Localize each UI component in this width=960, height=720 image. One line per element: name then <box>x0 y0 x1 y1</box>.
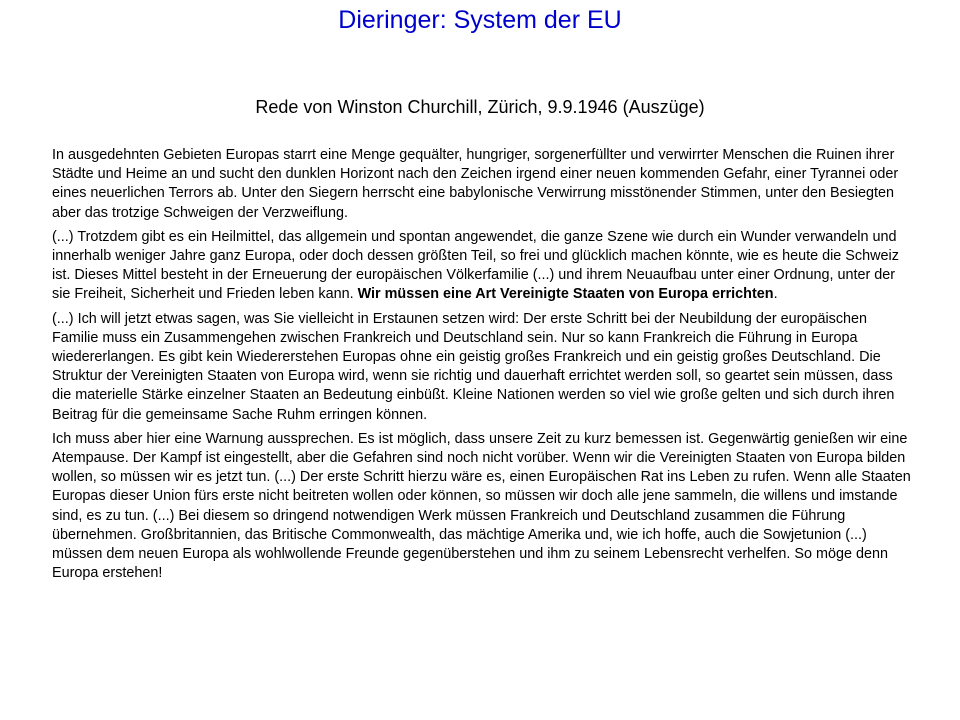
paragraph-3: (...) Ich will jetzt etwas sagen, was Sie vielleicht in Erstaunen setzen wird: Der erste Schritt bei der Neubildung der europäischen Familie muss ein Zusammengehen zwischen Frankreich und Deutschland sein. Nur so kann Frankreich die Führung in Europa wiedererlangen. Es gibt kein Wiedererstehen Europas ohne ein geistig großes Frankreich und ein geistig großes Deutschland. Die Struktur der Vereinigten Staaten von Europa wird, wenn sie richtig und dauerhaft errichtet werden soll, so geartet sein müssen, dass die materielle Stärke einzelner Staaten an Bedeutung einbüßt. Kleine Nationen werden so viel wie große gelten und sich durch ihren Beitrag für die gemeinsame Sache Ruhm erringen können. <box>52 310 895 423</box>
speech-subtitle: Rede von Winston Churchill, Zürich, 9.9.1946 (Auszüge) <box>255 97 705 117</box>
paragraph-2-text: (...) Trotzdem gibt es ein Heilmittel, das allgemein und spontan angewendet, die ganze Szene wie durch ein Wunder verwandeln und innerhalb weniger Jahre ganz Europa, oder doch dessen größten Teil, so frei und glücklich machen könnte, wie es heute die Schweiz ist. Dieses Mittel besteht in der Erneuerung der europäischen Völkerfamilie (...) und ihrem Neuaufbau unter einer Ordnung, unter der sie Freiheit, Sicherheit und Frieden leben kann. <box>52 228 899 303</box>
paragraph-4: Ich muss aber hier eine Warnung aussprechen. Es ist möglich, dass unsere Zeit zu kurz bemessen ist. Gegenwärtig genießen wir eine Atempause. Der Kampf ist eingestellt, aber die Gefahren sind noch nicht vorüber. Wenn wir die Vereinigten Staaten von Europa bilden wollen, so müssen wir es jetzt tun. (...) Der erste Schritt hierzu wäre es, einen Europäischen Rat ins Leben zu rufen. Wenn alle Staaten Europas dieser Union fürs erste nicht beitreten wollen oder können, so müssen wir doch alle jene sammeln, die willens und imstande sind, es zu tun. (...) Bei diesem so dringend notwendigen Werk müssen Frankreich und Deutschland zusammen die Führung übernehmen. Großbritannien, das Britische Commonwealth, das mächtige Amerika und, wie ich hoffe, auch die Sowjetunion (...) müssen dem neuen Europa als wohlwollende Freunde gegenüberstehen und ihm zu seinem Lebensrecht verhelfen. So möge denn Europa erstehen! <box>52 430 911 582</box>
speech-excerpt <box>52 146 912 588</box>
paragraph-2-end: . <box>773 286 778 303</box>
slide-title: Dieringer: System der EU <box>338 6 622 34</box>
paragraph-1: In ausgedehnten Gebieten Europas starrt eine Menge gequälter, hungriger, sorgenerfüllter und verwirrter Menschen die Ruinen ihrer Städte und Heime an und sucht den dunklen Horizont nach den Zeichen irgend einer neuen kommenden Gefahr, einer Tyrannei oder eines neuerlichen Terrors ab. Unter den Siegern herrscht eine babylonische Verwirrung misstönender Stimmen, unter den Besiegten aber das trotzige Schweigen der Verzweiflung. <box>52 147 899 221</box>
paragraph-2 <box>52 228 912 305</box>
paragraph-2-emphasis: Wir müssen eine Art Vereinigte Staaten von Europa errichten <box>357 286 774 303</box>
